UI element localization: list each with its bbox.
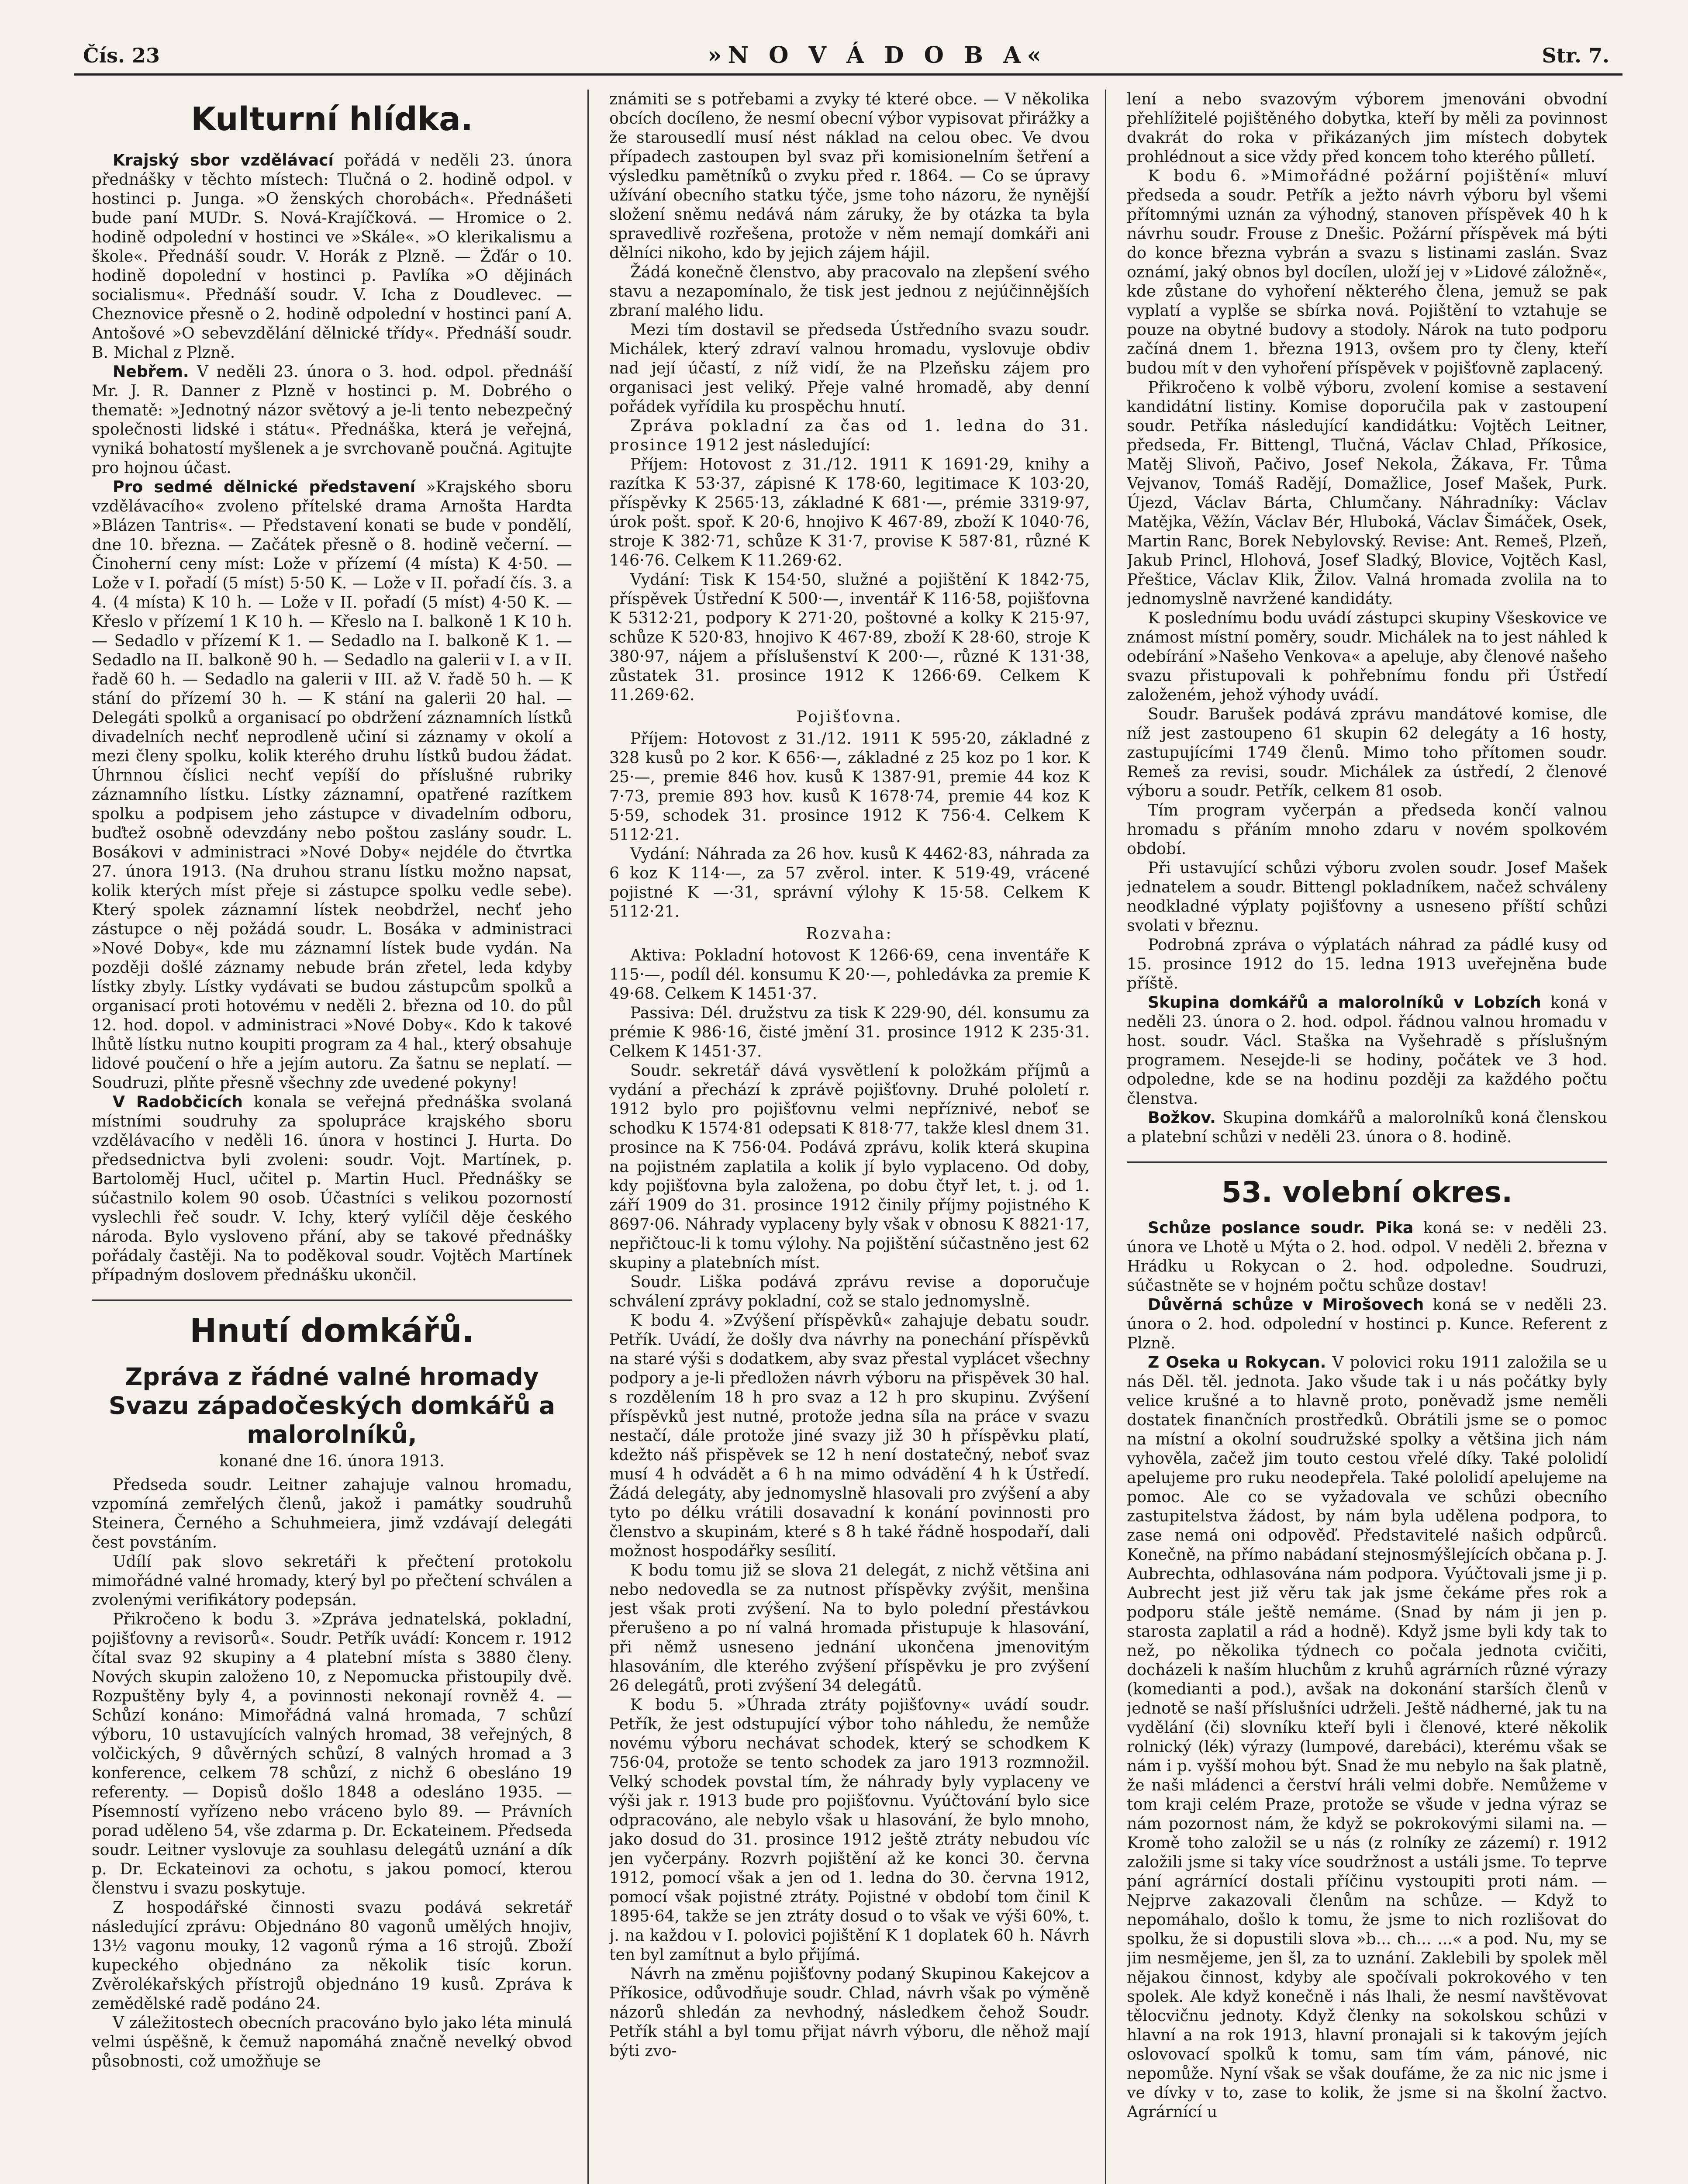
article-paragraph: Žádá konečně členstvo, aby pracovalo na zlepšení svého stavu a nezapomínalo, že tisk jest jednou z nejúčinnějších zbraní malého lidu.: [609, 263, 1090, 320]
article-paragraph: Soudr. Barušek podává zprávu mandátové komise, dle níž jest zastoupeno 61 skupin 62 delegáty a 16 hosty, zastupujícími 1749 členů. Mimo toho přítomen soudr. Remeš za revisi, soudr. Michálek za ústředí, 2 členové výboru a soudr. Petřík, celkem 81 osob.: [1127, 705, 1607, 800]
paragraph-lead: Božkov.: [1148, 1108, 1216, 1127]
page-number: Str. 7.: [1542, 44, 1609, 67]
section-heading-kulturni-hlidka: Kulturní hlídka.: [190, 100, 473, 138]
section-rule: [92, 1299, 572, 1301]
article-paragraph: Soudr. Liška podává zprávu revise a doporučuje schválení zprávy pokladní, což se stalo jednomyslně.: [609, 1272, 1090, 1310]
article-paragraph: V záležitostech obecních pracováno bylo jako léta minulá velmi úspěšně, k čemuž napomáhá značně nevelký obvod působnosti, což umožňuje se: [92, 2013, 572, 2070]
paragraph-text: Skupina domkářů a malorolníků koná členskou a platební schůzi v neděli 23. února o 8. hodině.: [1127, 1108, 1607, 1146]
paragraph-lead: Důvěrná schůze v Mirošovech: [1148, 1295, 1424, 1314]
paragraph-lead: Zpráva pokladní za čas od 1. ledna do 31. prosince 1912: [609, 416, 1090, 454]
column-2: [609, 90, 1090, 2184]
article-paragraph: Passiva: Dél. družstvu za tisk K 229·90, dél. konsumu za prémie K 986·16, čisté jmění 31. prosince 1912 K 235·31. Celkem K 1451·37.: [609, 1003, 1090, 1061]
article-paragraph: Vydání: Tisk K 154·50, služné a pojištění K 1842·75, příspěvek Ústřední K 500·—, inventář K 116·58, pojišťovna K 5312·21, podpory K 271·20, poštovné a kolky K 215·97, schůze K 520·83, hnojivo K 467·89, zboží K 28·60, stroje K 380·97, nájem a příslušenství K 200·—, různé K 131·38, zůstatek 31. prosince 1912 K 1266·69. Celkem K 11.269·62.: [609, 570, 1090, 704]
article-paragraph: [92, 362, 572, 477]
article-paragraph: [1127, 1108, 1607, 1147]
article-paragraph: Podrobná zpráva o výplatách náhrad za pádlé kusy od 15. prosince 1912 do 15. ledna 1913 uveřejněna bude příště.: [1127, 935, 1607, 992]
article-paragraph: Přikročeno k bodu 3. »Zpráva jednatelská, pokladní, pojišťovny a revisorů«. Soudr. Petřík uvádí: Koncem r. 1912 čítal svaz 92 skupiny a 4 platební místa s 3880 členy. Nových skupin založeno 10, z Nepomucka přistoupily dvě. Rozpuštěny byly 4, a povinnosti nekonají rovněž 4. — Schůzí konáno: Mimořádná valná hromada, 7 schůzí výboru, 10 ustavujících valných hromad, 38 veřejných, 8 volčických, 9 důvěrných schůzí, 8 valných hromad a 3 konference, celkem 78 schůzí, z nichž 6 obesláno 19 referenty. — Dopisů došlo 1848 a odesláno 1935. — Písemností vyřízeno nebo vráceno bylo 89. — Právních porad uděleno 54, vše zdarma p. Dr. Eckateinem. Předseda soudr. Leitner vyslovuje za souhlasu delegátů uznání a dík p. Dr. Eckateinovi za ochotu, s jakou pomocí, kterou členstvu i svazu poskytuje.: [92, 1610, 572, 1897]
article-paragraph: K bodu tomu již se slova 21 delegát, z nichž většina ani nebo nedovedla se za nutnost příspěvky zvýšit, menšina jest však proti zvýšení. Na to bylo polední přestávkou přerušeno a po ní valná hromada přistupuje k hlasování, při němž usneseno jednání ukončena jmenovitým hlasováním, dle kterého zvýšení příspěvku je pro zvýšení 26 delegátů, proti zvýšení 34 delegátů.: [609, 1561, 1090, 1695]
subheading-pojistovna: Pojišťovna.: [796, 707, 903, 726]
article-paragraph: K bodu 4. »Zvýšení příspěvků« zahajuje debatu soudr. Petřík. Uvádí, že došly dva návrhy na ponechání příspěvků na staré výši s dodatkem, aby svaz přestal vyplácet všechny podpory a je-li předložen návrh výboru na přispěvek 30 hal. s rozdělením 18 h pro svaz a 12 h pro skupinu. Zvýšení příspěvků jest nutné, protože jedna síla na práce v svazu nestačí, dále protože jiné svazy již 30 h příspěvku platí, kdežto náš přispěvek se 12 h není dostatečný, neboť svaz musí 4 h odvádět a 6 h na mimo odvádění 4 h k Ústředí. Žádá delegáty, aby jednomyslně hlasovali pro zvýšení a aby tyto po délku vrátili dosavadní k konání povinnosti pro členstvo a skupinám, které s 8 h také řádně hospodaří, dali možnost hospodářky sesílití.: [609, 1311, 1090, 1560]
paragraph-text: »Krajského sboru vzdělávacího« zvoleno přítelské drama Arnošta Hardta »Blázen Tantris«. — Představení konati se bude v pondělí, dne 10. března. — Začátek přesně o 8. hodině večerní. — Činoherní ceny míst: Lože v přízemí (4 místa) K 4·50. — Lože v I. pořadí (5 míst) 5·50 K. — Lože v II. pořadí čís. 3. a 4. (4 místa) K 10 h. — Lože v II. pořadí (5 míst) 4·50 K. — Křeslo v přízemí 1 K 10 h. — Křeslo na I. balkoně 1 K 10 h. — Sedadlo v přízemí K 1. — Sedadlo na I. balkoně K 1. — Sedadlo na II. balkoně 90 h. — Sedadlo na galerii v I. a v II. řadě 60 h. — Sedadlo na galerii v III. až V. řadě 50 h. — K stání do přízemí 30 h. — K stání na galerii 20 hal. — Delegáti spolků a organisací po obdržení záznamních lístků divadelních nechť neprodleně učiní si záznamy v okolí a mezi členy spolku, kolik kterého druhu lístků budou žádat. Úhrnnou číslici nechť vepíší do příslušné rubriky záznamního lístku. Lístky záznamní, opatřené razítkem spolku a podpisem jeho zástupce v divadelním odboru, buďtež osobně odevzdány nebo poštou zaslány soudr. L. Bosákovi v administraci »Nové Doby« nejdéle do čtvrtka 27. února 1913. (Na druhou stranu lístku možno napsat, kolik kterých míst přeje si zástupce spolku vedle sebe). Který spolek záznamní lístek neobdržel, nechť jeho zástupce o něj požádá soudr. L. Bosáka v administraci »Nové Doby«, kde mu záznamní lístek bude vydán. Na později došlé záznamy nebude brán zřetel, leda kdyby lístky zbyly. Lístky vydávati se budou zástupcům spolků a organisací proti hotovému v neděli 2. března od 10. do půl 12. hod. dopol. v administraci »Nové Doby«. Kdo k takové lhůtě lístku nutno koupiti program za 4 hal., který obsahuje lidové poučení o hře a jejím autoru. Za šatnu se neplatí. — Soudruzi, plňte přesně všechny zde uvedené pokyny!: [92, 477, 572, 1092]
section-heading-volebni-okres: 53. volební okres.: [1221, 1175, 1513, 1209]
article-paragraph: Vydání: Náhrada za 26 hov. kusů K 4462·83, náhrada za 6 koz K 114·—, za 57 zvěrol. inter. K 519·49, vrácené pojistné K —·31, správní výlohy K 15·58. Celkem K 5112·21.: [609, 844, 1090, 921]
article-paragraph: Tím program vyčerpán a předseda končí valnou hromadu s přáním mnoho zdaru v novém spolkovém období.: [1127, 801, 1607, 858]
article-paragraph: Příjem: Hotovost z 31./12. 1911 K 595·20, základné z 328 kusů po 2 kor. K 656·—, základné z 25 koz po 1 kor. K 25·—, premie 846 hov. kusů K 1387·91, premie 44 koz K 7·73, premie 893 hov. kusů K 1678·74, premie 44 koz K 5·59, schodek 31. prosince 1912 K 756·4. Celkem K 5112·21.: [609, 729, 1090, 844]
paragraph-text: konala se veřejná přednáška svolaná místními soudruhy za spolupráce krajského sboru vzdělávacího v neděli 16. února v hostinci J. Hurta. Do předsednictva byli zvoleni: soudr. Vojt. Martínek, p. Bartoloměj Hucl, učitel p. Martin Hucl. Přednášky se súčastnilo kolem 90 osob. Účastníci s velikou pozorností vyslechli řeč soudr. V. Ichy, který vylíčil děje českého národa. Bylo vysloveno přání, aby se takové přednášky pořádaly častěji. Na to poděkoval soudr. Vojtěch Martínek případným doslovem přednášku ukončil.: [92, 1092, 572, 1284]
paragraph-text: koná se: v neděli 23. února ve Lhotě u Mýta o 2. hod. odpol. V neděli 2. března v Hrádku u Rokycan o 2. hod. odpoledne. Soudruzi, súčastněte se v hojném počtu schůze dostav!: [1127, 1218, 1607, 1295]
article-paragraph: K bodu 5. »Úhrada ztráty pojišťovny« uvádí soudr. Petřík, že jest odstupující výbor toho náhledu, že nemůže novému výboru nechávat schodek, který se schodkem K 756·04, protože se tento schodek za jaro 1913 rozmnožil. Velký schodek povstal tím, že náhrady byly vyplaceny ve výši jak r. 1913 bude pro pojišťovnu. Vyúčtování bylo sice odpracováno, ale nebylo však u hlasování, že bylo mnoho, jako dosud do 31. prosince 1912 ještě ztráty nebudou víc jen vyčerpány. Rozvrh pojištění až ke konci 30. června 1912, pomocí však a jen od 1. ledna do 30. června 1912, pomocí však pojistné ztráty. Pojistné v období tom činil K 1895·64, takže se jen ztráty dosud o to však ve výši 60%, t. j. na každou v I. polovici pojištění K 1 doplatek 60 h. Návrh ten byl zamítnut a bylo přijímá.: [609, 1695, 1090, 1964]
paragraph-lead: Skupina domkářů a malorolníků v Lobzích: [1148, 993, 1541, 1012]
paragraph-lead: V Radobčicích: [113, 1092, 243, 1111]
paragraph-text: mluví předseda a soudr. Petřík a ježto návrh výboru byl všemi přítomnými uznán za výhodný, stanoven příspěvek 40 h k návrhu soudr. Frouse z Dnešic. Požární příspěvek má býti do konce března vybrán a svazu s listinami zaslán. Svaz oznámí, jaký obnos byl docílen, uloží jej v »Lidové záložně«, kde zůstane do vyhoření některého člena, jemuž se pak vyplatí a vyplše se sbírka nová. Pojištění to vztahuje se pouze na obytné budovy a stodoly. Nárok na tuto podporu začíná dnem 1. března 1913, ovšem pro ty členy, kteří budou mít v den vyhoření příspěvek v pojišťovně zaplacený.: [1127, 166, 1607, 377]
article-paragraph: Mezi tím dostavil se předseda Ústředního svazu soudr. Michálek, který zdraví valnou hromadu, vyslovuje obdiv nad její účastí, z níž vidí, že na Plzeňsku zájem pro organisaci jest veliký. Přeje valné hromadě, aby denní pořádek vyřídila ku prospěchu hnutí.: [609, 320, 1090, 416]
article-paragraph: [1127, 1295, 1607, 1353]
article-paragraph: [92, 1092, 572, 1285]
article-paragraph: Při ustavující schůzi výboru zvolen soudr. Josef Mašek jednatelem a soudr. Bittengl pokladníkem, načež schváleny neodkladné výplaty pojišťovny a usneseno příští schůzi svolati v březnu.: [1127, 858, 1607, 935]
article-paragraph: Předseda soudr. Leitner zahajuje valnou hromadu, vzpomíná zemřelých členů, jakož i památky soudruhů Steinera, Černého a Schuhmeiera, jimž vzdávají delegáti čest povstáním.: [92, 1475, 572, 1552]
report-title: Zpráva z řádné valné hromady Svazu západočeských domkářů a malorolníků,: [108, 1363, 556, 1448]
article-paragraph: [92, 151, 572, 362]
article-paragraph: známiti se s potřebami a zvyky té které obce. — V několika obcích docíleno, že nesmí obecní výbor vypisovat přirážky a že starousedlí musí nést náklad na celou obec. Ve dvou případech zastoupen byl svaz při komisionelním šetření a výsledku pamětníků o zvyku před r. 1864. — Co se úpravy užívání obecního statku týče, jsme toho názoru, že nynější složení sněmu nedává nám záruky, že by otázka ta byla spravedlivě rozřešena, protože v něm nemají domkáři ani dělníci nikoho, kdo by jejich zájem hájil.: [609, 90, 1090, 262]
article-paragraph: [92, 477, 572, 1092]
article-paragraph: Udílí pak slovo sekretáři k přečtení protokolu mimořádné valné hromady, který byl po přečtení schválen a zvolenými verifikátory podepsán.: [92, 1552, 572, 1609]
paragraph-text: koná v neděli 23. února o 2. hod. odpol. řádnou valnou hromadu v host. soudr. Václ. Staška na Vyšehradě s příslušným programem. Nesejde-li se hodiny, počátek ve 3 hod. odpoledne, kde se na hodinu později za každého počtu členstva.: [1127, 993, 1607, 1108]
column-1: [92, 90, 572, 2184]
section-heading-hnuti-domkaru: Hnutí domkářů.: [190, 1312, 474, 1350]
column-divider: [587, 90, 589, 2184]
article-paragraph: K poslednímu bodu uvádí zástupci skupiny Všeskovice ve známost místní poměry, soudr. Michálek na to jest náhled k odebírání »Našeho Venkova« a apeluje, aby členové našeho svazu přistupovali k pohřebnímu fondu při Ústředí založeném, jehož výhody uvádí.: [1127, 608, 1607, 704]
issue-number: Čís. 23: [83, 44, 160, 67]
article-paragraph: Přikročeno k volbě výboru, zvolení komise a sestavení kandidátní listiny. Komise doporučila pak v zastoupení soudr. Petříka následující kandidátku: Vojtěch Leitner, předseda, Fr. Bittengl, Tlučná, Václav Chlad, Příkosice, Matěj Slivoň, Pačivo, Josef Nekola, Žákava, Fr. Tůma Vejvanov, Tomáš Radějí, Domažlice, Josef Mašek, Purk. Újezd, Václav Bárta, Chlumčany. Náhradníky: Václav Matějka, Věžín, Václav Bér, Hluboká, Václav Šimáček, Osek, Martin Ranc, Borek Nebylovský. Revise: Ant. Remeš, Plzeň, Jakub Princl, Hlohová, Josef Sladký, Blovice, Vojtěch Kasl, Přeštice, Václav Klik, Žilov. Valná hromada zvolila na to jednomyslně navržené kandidáty.: [1127, 378, 1607, 608]
article-paragraph: Návrh na změnu pojišťovny podaný Skupinou Kakejcov a Příkosice, odůvodňuje soudr. Chlad, návrh však po výměně názorů shledán za nevhodný, následkem čehož Soudr. Petřík stáhl a byl tomu přijat návrh výboru, dle něhož mají býti zvo-: [609, 1964, 1090, 2060]
article-paragraph: [1127, 1353, 1607, 2122]
column-divider: [1105, 90, 1106, 2184]
article-paragraph: Soudr. sekretář dává vysvětlení k položkám příjmů a vydání a přechází k zprávě pojišťovny. Druhé pololetí r. 1912 bylo pro pojišťovnu velmi nepříznivé, neboť se schodku K 1574·81 odepsati K 818·77, takže klesl dnem 31. prosince na K 756·04. Podává zprávu, kolik která skupina na pojistném zaplatila a kolik jí bylo vyplaceno. Od doby, kdy pojišťovna byla založena, po dobu čtyř let, t. j. od 1. září 1909 do 31. prosince 1912 činily příjmy pojistného K 8697·06. Náhrady vyplaceny byly však v obnosu K 8821·17, nepřičtouc-li k tomu výlohy. Na pojištění súčastněno jest 62 skupiny a platebních míst.: [609, 1061, 1090, 1272]
article-paragraph: Aktiva: Pokladní hotovost K 1266·69, cena inventáře K 115·—, podíl dél. konsumu K 20·—, pohledávka za premie K 49·68. Celkem K 1451·37.: [609, 946, 1090, 1003]
header-rule: [74, 73, 1622, 76]
paragraph-text: V neděli 23. února o 3. hod. odpol. přednáší Mr. J. R. Danner z Plzně v hostinci p. M. Dobrého o thematě: »Jednotný názor světový a je-li tento nebezpečný společnosti lidské i státu«. Přednáška, která je veřejná, vyniká bohatostí myšlenek a je svrchovaně poučná. Agitujte pro hojnou účast.: [92, 362, 572, 477]
subheading-rozvaha: Rozvaha:: [806, 924, 893, 943]
page-header: [74, 34, 1622, 73]
article-paragraph: [609, 416, 1090, 455]
paragraph-text: pořádá v neděli 23. února přednášky v těchto místech: Tlučná o 2. hodině odpol. v hostinci p. Junga. »O ženských chorobách«. Přednášeti bude paní MUDr. S. Nová-Krajíčková. — Hromice o 2. hodině odpolední v hostinci ve »Skále«. »O klerikalismu a škole«. Přednáší soudr. V. Horák z Plzně. — Žďár o 10. hodině dopolední v hostinci p. Pavlíka »O dějinách socialismu«. Přednáší soudr. V. Icha z Doudlevec. — Cheznovice přesně o 2. hodině odpolední v hostinci paní A. Antošové »O sebevzdělání dělnické třídy«. Přednáší soudr. B. Michal z Plzně.: [92, 151, 572, 362]
article-paragraph: [1127, 166, 1607, 378]
paragraph-lead: Pro sedmé dělnické představení: [113, 477, 416, 496]
column-3: [1127, 90, 1607, 2184]
article-paragraph: lení a nebo svazovým výborem jmenováni obvodní přehlížitelé pojištěného dobytka, kteří by měli za povinnost dvakrát do roka v přikázaných jim místech dobytek prohlédnout a sice vždy před koncem toho kterého půlletí.: [1127, 90, 1607, 166]
paragraph-text: jest následující:: [745, 435, 871, 454]
article-paragraph: Příjem: Hotovost z 31./12. 1911 K 1691·29, knihy a razítka K 53·37, zápisné K 178·60, legitimace K 103·20, příspěvky K 2565·13, základné K 681·—, prémie 3319·97, úrok pošt. spoř. K 20·6, hnojivo K 467·89, zboží K 1040·76, stroje K 382·71, schůze K 31·7, provise K 587·81, různé K 146·76. Celkem K 11.269·62.: [609, 455, 1090, 570]
paragraph-lead: Krajský sbor vzdělávací: [113, 151, 334, 169]
article-paragraph: [1127, 993, 1607, 1108]
paragraph-lead: Schůze poslance soudr. Pika: [1148, 1218, 1414, 1237]
paragraph-lead: Nebřem.: [113, 362, 189, 381]
article-paragraph: Z hospodářské činnosti svazu podává sekretář následující zprávu: Objednáno 80 vagonů umělých hnojiv, 13½ vagonu mouky, 12 vagonů rýma a 16 strojů. Zboží kupeckého objednáno za několik tisíc korun. Zvěrolékařských přístrojů objednáno 19 kusů. Zpráva k zemědělské radě podáno 24.: [92, 1898, 572, 2013]
paragraph-lead: Z Oseka u Rokycan.: [1148, 1353, 1326, 1372]
article-paragraph: [1127, 1218, 1607, 1295]
paragraph-text: V polovici roku 1911 založila se u nás Děl. těl. jednota. Jako všude tak i u nás počátky byly velice krušné a to hlavně proto, poněvadž jsme neměli dostatek finančních prostředků. Obrátili jsme se o pomoc na místní a okolní soudružské spolky a většina jich nám vyhověla, začež jim touto cestou vřelé díky. Také pololidí apelujeme pro ruku neodepřela. Také pololidí apelujeme na pomoc. Ale co se vyžadovala ve schůzi obecního zastupitelstva žádost, by nám byla udělena podpora, to zase nemá oni odpověď. Představitelé našich odpůrců. Konečně, na přímo nabádaní stejnosmýšlejících občana p. J. Aubrechta, odhlasována nám podpora. Vyúčtovali jsme ji p. Aubrecht jest již věru tak jak jsme čekáme přes rok a podporu stále ještě nemáme. (Snad by nám ji jen p. starosta zaplatil a rád a hodně). Když jsme byli kdy tak to než, po několika týdnech co počala jednota cvičiti, docházeli k naším hluchům z kruhů agrárních různé výrazy (komedianti a pod.), avšak na dokonání starších členů v jednotě se naší příslušníci udrželi. Ještě nádherné, jak tu na vydělání (či) slovníku kteří byli i členové, které několik rolnický (lék) výrazy (lumpové, darebáci), kterému však se nám i p. vyšší mohou být. Snad že mu nebylo na šak platně, že naši mládenci a čerství hráli velmi dobře. Nemůžeme v tom kraji celém Praze, protože se všude v jedna výraz se nám pozornost nám, že když se pokrokovými silami na. — Kromě toho založil se u nás (z rolníky ze zázemí) r. 1912 založili jsme si taky více soudržnost a ustáli jsme. To teprve pání agrárnící dostali příčinu vystoupiti proti nám. — Nejprve zakazovali členům na schůze. — Když to nepomáhalo, došlo k tomu, že jsme to nich rozlišovat do spolku, že si dopustili slova »b... ch... ...« a pod. Nu, my se jim nesmějeme, jen šl, za to uznání. Zaklebili by spolek měl nějakou činnost, kdyby ale spočívali pokrokového v ten spolek. Ale když konečně i nás lhali, že nesmí navštěvovat tělocvičnu jednoty. Když členky na sokolskou schůzi v hlavní a na rok 1913, hlavní pronajali si k takovým jejích oslovovací spolků k tomu, sam tím vám, pánové, nic nepomůže. Nyní však se však doufáme, že za nic nic jsme i ve dívky v to, zase to kolik, že jsme si na školní žactvo. Agrárnící u: [1127, 1353, 1607, 2121]
section-rule: [1127, 1161, 1607, 1163]
newspaper-title: »N O V Á D O B A«: [708, 42, 1047, 69]
report-date: konané dne 16. února 1913.: [219, 1451, 445, 1470]
paragraph-text: koná se v neděli 23. února o 2. hod. odpolední v hostinci p. Kunce. Referent z Plzně.: [1127, 1295, 1607, 1352]
paragraph-lead: K bodu 6. »Mimořádné požární pojištění«: [1148, 166, 1551, 185]
